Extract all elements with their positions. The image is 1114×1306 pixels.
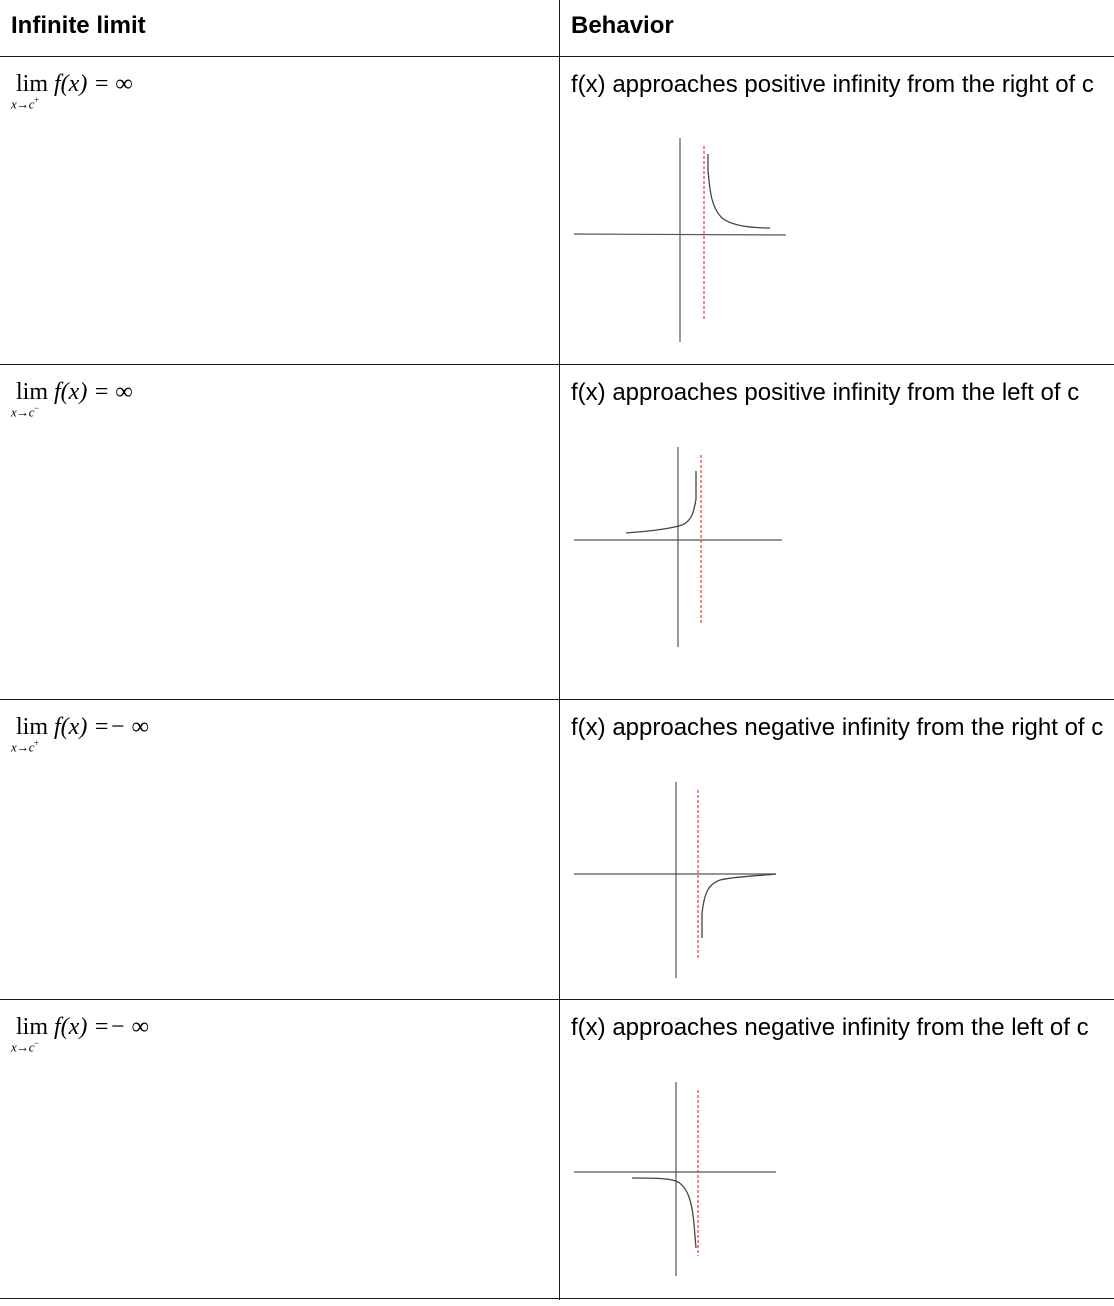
lim-subscript: x→c [11,96,35,112]
behavior-text: f(x) approaches negative infinity from the right of c [571,714,1104,741]
behavior-text: f(x) approaches positive infinity from the left of c [571,379,1080,406]
lim-function: f(x) = ∞ [54,379,133,405]
function-curve [702,874,776,938]
lim-subscript: x→c [11,739,35,755]
lim-function: f(x) =− ∞ [54,1014,149,1040]
behavior-cell [571,712,1111,744]
lim-word: lim [16,714,49,740]
lim-side: + [34,738,39,748]
limit-expression [11,714,531,774]
lim-subscript: x→c [11,1039,35,1055]
behavior-cell [571,377,1111,409]
lim-function: f(x) = ∞ [54,71,133,97]
behavior-cell [571,69,1111,101]
table-row [0,1000,1114,1298]
behavior-text: f(x) approaches positive infinity from the right of c [571,71,1094,98]
function-curve [632,1178,696,1248]
table-row [0,365,1114,699]
limit-expression [11,379,531,439]
lim-word: lim [16,379,49,405]
function-curve [626,471,696,533]
table-row [0,57,1114,364]
lim-side: − [34,403,39,413]
function-curve [708,154,770,228]
graph-asymptote-left-positive [570,443,800,653]
limit-expression [11,1014,531,1074]
graph-asymptote-right-negative [570,778,800,984]
header-behavior: Behavior [571,12,674,39]
lim-word: lim [16,1014,49,1040]
table-row [0,700,1114,999]
lim-word: lim [16,71,49,97]
row-divider [0,1298,1114,1299]
graph-asymptote-left-negative [570,1078,800,1282]
lim-subscript: x→c [11,404,35,420]
lim-side: + [34,95,39,105]
graph-asymptote-right-positive [570,134,800,346]
lim-function: f(x) =− ∞ [54,714,149,740]
lim-side: − [34,1038,39,1048]
header-infinite-limit: Infinite limit [11,12,146,39]
behavior-cell [571,1012,1111,1044]
behavior-text: f(x) approaches negative infinity from the left of c [571,1014,1089,1041]
limit-expression [11,71,531,131]
